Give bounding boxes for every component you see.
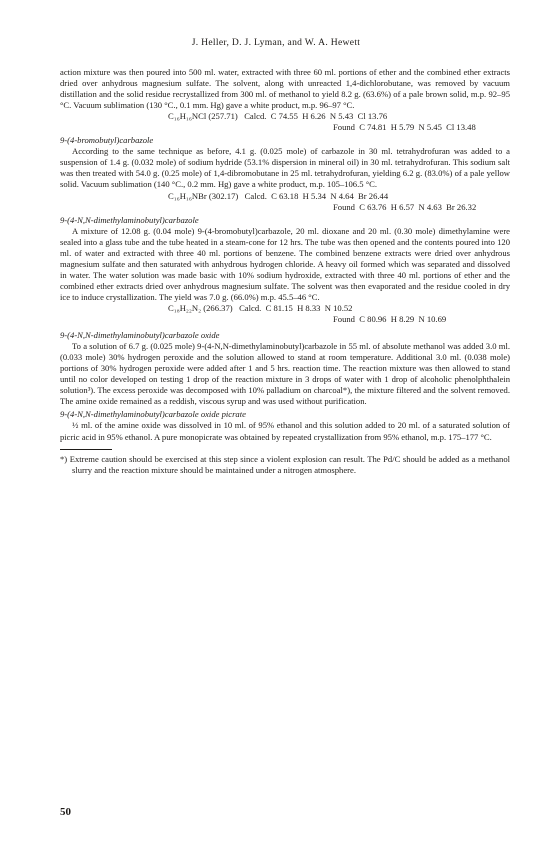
analysis-found: Found C 80.96 H 8.29 N 10.69	[333, 314, 447, 325]
analysis-found: Found C 74.81 H 5.79 N 5.45 Cl 13.48	[333, 122, 476, 133]
analysis-calcd: C₁₆H₁₆NCl (257.71) Calcd. C 74.55 H 6.26 N 5.43 Cl 13.76	[168, 111, 388, 122]
analysis-calcd: C₁₆H₁₆NBr (302.17) Calcd. C 63.18 H 5.34 N 4.64 Br 26.44	[168, 190, 389, 201]
body-text	[60, 67, 510, 476]
paragraph: To a solution of 6.7 g. (0.025 mole) 9-(4-N,N-dimethylaminobutyl)carbazole in 55 ml. of absolute methanol was added 3.0 ml. (0.033 mole) 30% hydrogen peroxide and the solution allowed to stand at room temperature. Additional 3.0 ml. (0.038 mole) portions of 30% hydrogen peroxide were added after 1 and 5 hrs. reaction time. The reaction mixture was then allowed to stand until no color developed on testing 1 drop of the reaction mixture in 3 drops of water with 1 drop of alcoholic phenolphthalein solution³). The excess peroxide was decomposed with 10% palladium on charcoal*), the mixture filtered and the solvent removed. The amine oxide remained as a reddish, viscous syrup and was used without purification.	[60, 341, 510, 407]
paragraph: According to the same technique as before, 4.1 g. (0.025 mole) of carbazole in 30 ml. tetrahydrofuran was added to a suspension of 1.4 g. (0.032 mole) of sodium hydride (53.1% dispersion in mineral oil) in 30 ml. tetrahydrofuran. This sodium salt was then treated with 54.0 g. (0.25 mole) of 1,4-dibromobutane in 25 ml. tetrahydrofuran, yielding 6.2 g. (83.0%) of a pale yellow solid. Vacuum sublimation (140 °C., 0.2 mm. Hg) gave a white product, m.p. 105–106.5 °C.	[60, 146, 510, 190]
footnote: *) Extreme caution should be exercised at this step since a violent explosion can result. The Pd/C should be added as a methanol slurry and the reaction mixture should be maintained under a nitrogen atmosphere.	[60, 453, 510, 475]
running-header: J. Heller, D. J. Lyman, and W. A. Hewett	[191, 37, 361, 48]
paragraph: action mixture was then poured into 500 ml. water, extracted with three 60 ml. portions of ether and the combined ether extracts dried over anhydrous magnesium sulfate. The solvent, along with unreacted 1,4-dichlorobutane, was removed by vacuum distillation and the solid residue recrystallized from 300 ml. of methanol to yield 8.2 g. (63.6%) of a pale brown solid, m.p. 92–95 °C. Vacuum sublimation (130 °C., 0.1 mm. Hg) gave a white product, m.p. 96–97 °C.	[60, 67, 510, 111]
paragraph: ½ ml. of the amine oxide was dissolved in 10 ml. of 95% ethanol and this solution added to 20 ml. of a saturated solution of picric acid in 95% ethanol. A pure monopicrate was obtained by repeated crystallization from 95% ethanol, m.p. 175–177 °C.	[60, 420, 510, 442]
footnote-rule	[60, 449, 112, 450]
section-heading: 9-(4-N,N-dimethylaminobutyl)carbazole oxide picrate	[60, 409, 246, 420]
analysis-found: Found C 63.76 H 6.57 N 4.63 Br 26.32	[333, 201, 477, 212]
section-heading: 9-(4-N,N-dimethylaminobutyl)carbazole	[60, 214, 199, 225]
page-number: 50	[60, 806, 71, 818]
section-heading: 9-(4-bromobutyl)carbazole	[60, 135, 154, 146]
analysis-calcd: C₁₈H₂₂N₂ (266.37) Calcd. C 81.15 H 8.33 N 10.52	[168, 302, 353, 313]
paragraph: A mixture of 12.08 g. (0.04 mole) 9-(4-bromobutyl)carbazole, 20 ml. dioxane and 20 ml. (0.30 mole) dimethylamine were sealed into a glass tube and the tube heated in a steam-cone for 12 hrs. The tube was then opened and the contents poured into 120 ml. of water and extracted with three 40 ml. portions of benzene. The combined benzene extracts were dried over anhydrous magnesium sulfate and then saturated with anhydrous hydrogen chloride. A heavy oil formed which was separated and dissolved in water. The water solution was made basic with 10% sodium hydroxide, extracted with three 40 ml. portions of ether and the combined ether extracts dried over anhydrous magnesium sulfate. The solvent was then evaporated and the residue cooled in dry ice to induce crystallization. The yield was 7.0 g. (66.0%) m.p. 45.5–46 °C.	[60, 225, 510, 302]
section-heading: 9-(4-N,N-dimethylaminobutyl)carbazole oxide	[60, 330, 220, 341]
